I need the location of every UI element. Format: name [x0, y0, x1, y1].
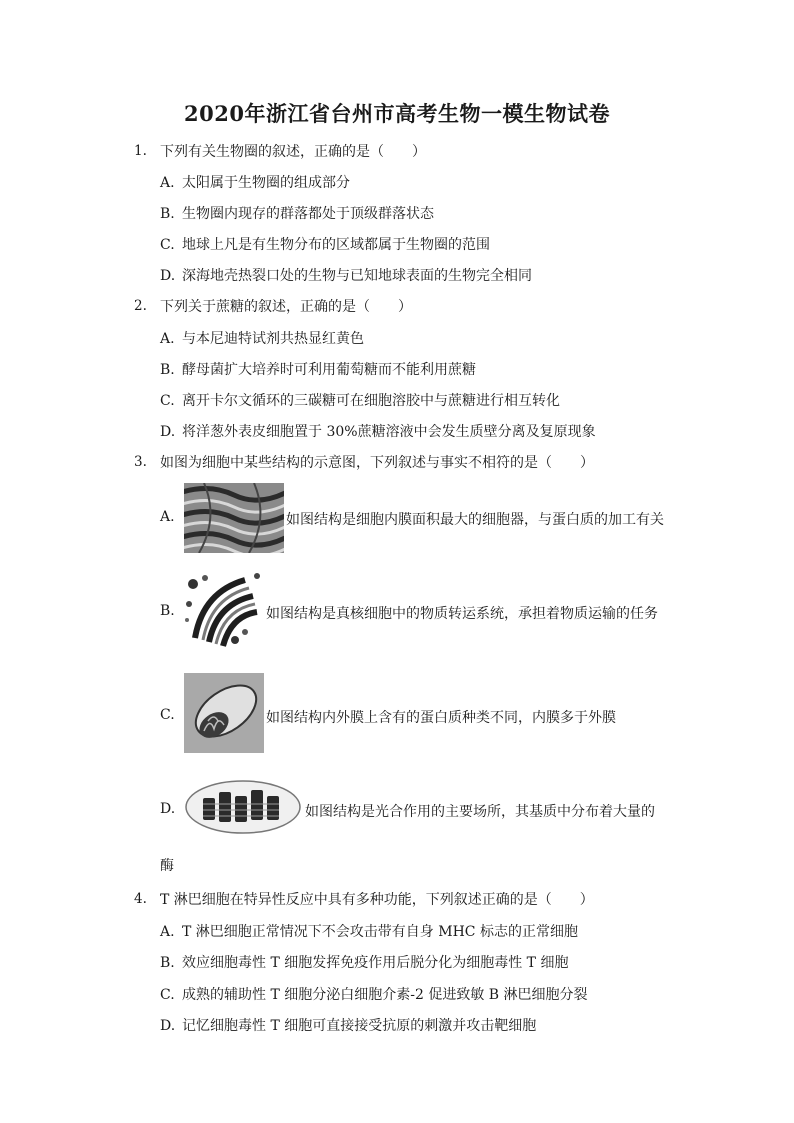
option-b: B. [160, 603, 175, 619]
option-letter: B. [160, 206, 175, 222]
option-text: 如图结构是真核细胞中的物质转运系统，承担着物质运输的任务 [266, 606, 658, 622]
option-letter: A. [160, 331, 175, 347]
option-letter: B. [160, 955, 175, 971]
option-d [160, 421, 596, 441]
option-b [160, 203, 434, 223]
option-text: 如图结构是光合作用的主要场所，其基质中分布着大量的 [305, 804, 655, 820]
option-c: C. [160, 707, 175, 723]
option-letter: D. [160, 268, 176, 284]
option-letter: B. [160, 362, 175, 378]
option-text: 太阳属于生物圈的组成部分 [182, 175, 350, 191]
option-letter: A. [160, 924, 175, 940]
option-letter: A. [160, 175, 175, 191]
option-letter: C. [160, 987, 175, 1003]
option-letter: C. [160, 237, 175, 253]
golgi-apparatus-image [183, 570, 265, 650]
option-text: T 淋巴细胞正常情况下不会攻击带有自身 MHC 标志的正常细胞 [182, 924, 578, 940]
option-text-continuation: 酶 [160, 858, 174, 874]
exam-title: 2020年浙江省台州市高考生物一模生物试卷 [184, 101, 610, 126]
question-number: 2. [134, 298, 147, 314]
option-c [160, 390, 560, 410]
option-a: A. [160, 509, 175, 525]
option-text: 酵母菌扩大培养时可利用葡萄糖而不能利用蔗糖 [182, 362, 476, 378]
option-text: 与本尼迪特试剂共热显红黄色 [182, 331, 364, 347]
question-number: 3. [134, 454, 147, 470]
option-text: 效应细胞毒性 T 细胞发挥免疫作用后脱分化为细胞毒性 T 细胞 [182, 955, 569, 971]
option-text: 生物圈内现存的群落都处于顶级群落状态 [182, 206, 434, 222]
chloroplast-image [183, 776, 303, 838]
option-text: 地球上凡是有生物分布的区域都属于生物圈的范围 [182, 237, 490, 253]
option-text: 将洋葱外表皮细胞置于 30%蔗糖溶液中会发生质壁分离及复原现象 [182, 424, 596, 440]
option-letter: C. [160, 393, 175, 409]
question-number: 1. [134, 143, 147, 159]
option-d [160, 265, 532, 285]
question-stem: T 淋巴细胞在特异性反应中具有多种功能，下列叙述正确的是（ ） [160, 892, 594, 908]
endoplasmic-reticulum-image [184, 483, 284, 553]
option-text: 如图结构内外膜上含有的蛋白质种类不同，内膜多于外膜 [266, 710, 616, 726]
option-c [160, 984, 588, 1004]
mitochondrion-image [184, 673, 264, 753]
option-b [160, 359, 476, 379]
question-stem: 下列有关生物圈的叙述，正确的是（ ） [160, 144, 426, 160]
option-b [160, 952, 568, 972]
option-d: D. [160, 801, 176, 817]
option-letter: D. [160, 424, 176, 440]
option-text: 如图结构是细胞内膜面积最大的细胞器，与蛋白质的加工有关 [286, 512, 664, 528]
option-c [160, 234, 490, 254]
option-a [160, 328, 364, 348]
option-text: 记忆细胞毒性 T 细胞可直接接受抗原的刺激并攻击靶细胞 [182, 1018, 537, 1034]
question-stem: 如图为细胞中某些结构的示意图，下列叙述与事实不相符的是（ ） [160, 455, 594, 471]
question-stem: 下列关于蔗糖的叙述，正确的是（ ） [160, 299, 412, 315]
option-a [160, 921, 578, 941]
option-text: 成熟的辅助性 T 细胞分泌白细胞介素-2 促进致敏 B 淋巴细胞分裂 [182, 987, 588, 1003]
option-a [160, 172, 350, 192]
option-letter: D. [160, 1018, 176, 1034]
option-d [160, 1015, 536, 1035]
option-text: 离开卡尔文循环的三碳糖可在细胞溶胶中与蔗糖进行相互转化 [182, 393, 560, 409]
option-text: 深海地壳热裂口处的生物与已知地球表面的生物完全相同 [182, 268, 532, 284]
question-number: 4. [134, 891, 147, 907]
